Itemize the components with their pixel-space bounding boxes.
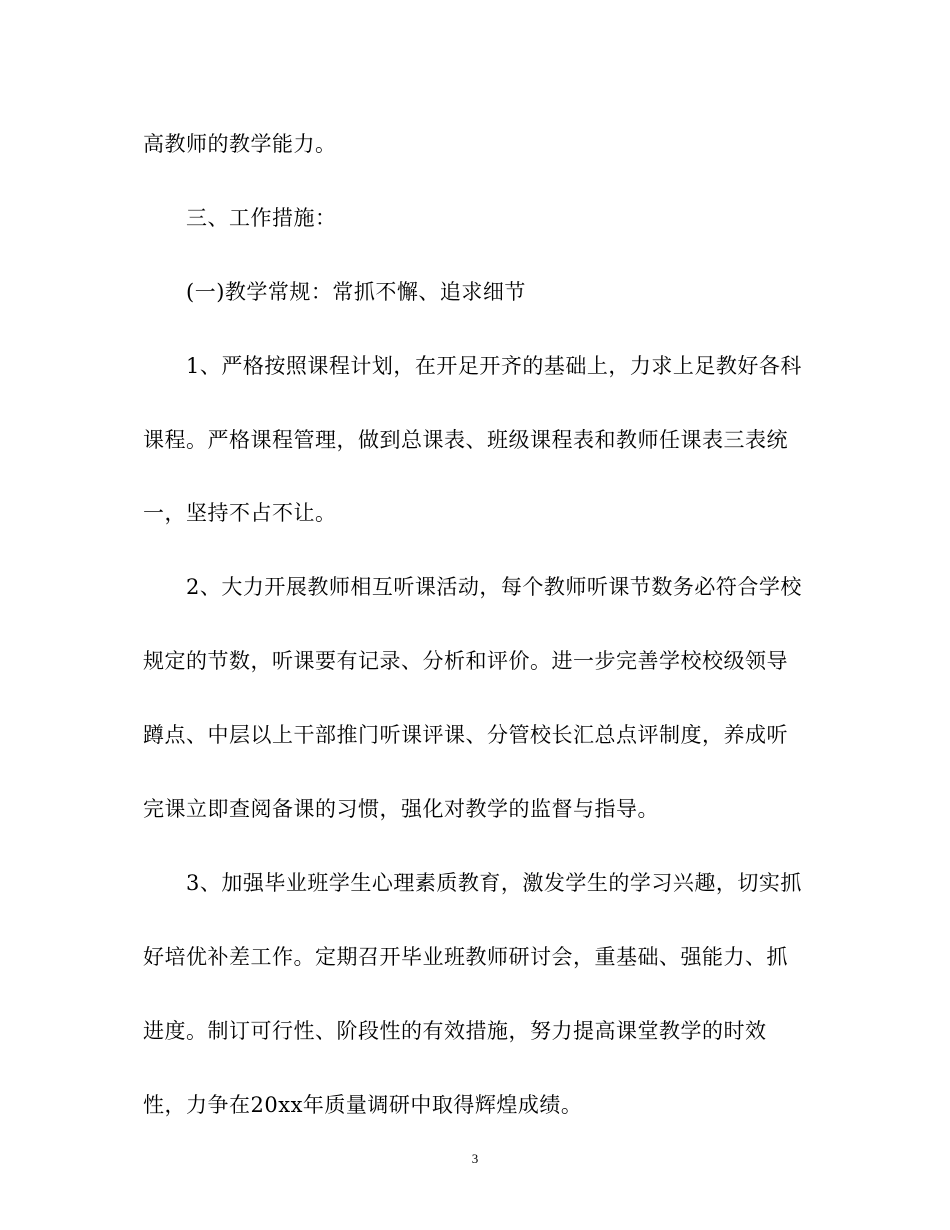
paragraph-line: 蹲点、中层以上干部推门听课评课、分管校长汇总点评制度，养成听	[143, 723, 788, 747]
paragraph-line: 好培优补差工作。定期召开毕业班教师研讨会，重基础、强能力、抓	[143, 945, 788, 969]
paragraph-line: 完课立即查阅备课的习惯，强化对教学的监督与指导。	[143, 797, 659, 821]
paragraph-line: 高教师的教学能力。	[143, 132, 337, 156]
paragraph-line: 3、加强毕业班学生心理素质教育，激发学生的学习兴趣，切实抓	[186, 871, 802, 895]
paragraph-line: 课程。严格课程管理，做到总课表、班级课程表和教师任课表三表统	[143, 428, 788, 452]
page-number: 3	[471, 1151, 479, 1166]
subsection-heading: (一)教学常规：常抓不懈、追求细节	[186, 280, 526, 304]
paragraph-line: 进度。制订可行性、阶段性的有效措施，努力提高课堂教学的时效	[143, 1019, 767, 1043]
paragraph-line: 一，坚持不占不让。	[143, 501, 337, 525]
paragraph-line: 2、大力开展教师相互听课活动，每个教师听课节数务必符合学校	[186, 575, 802, 599]
paragraph-line: 规定的节数，听课要有记录、分析和评价。进一步完善学校校级领导	[143, 649, 788, 673]
paragraph-line: 1、严格按照课程计划，在开足开齐的基础上，力求上足教好各科	[186, 354, 802, 378]
paragraph-line: 性，力争在20xx年质量调研中取得辉煌成绩。	[143, 1093, 583, 1117]
section-heading: 三、工作措施：	[186, 206, 337, 230]
